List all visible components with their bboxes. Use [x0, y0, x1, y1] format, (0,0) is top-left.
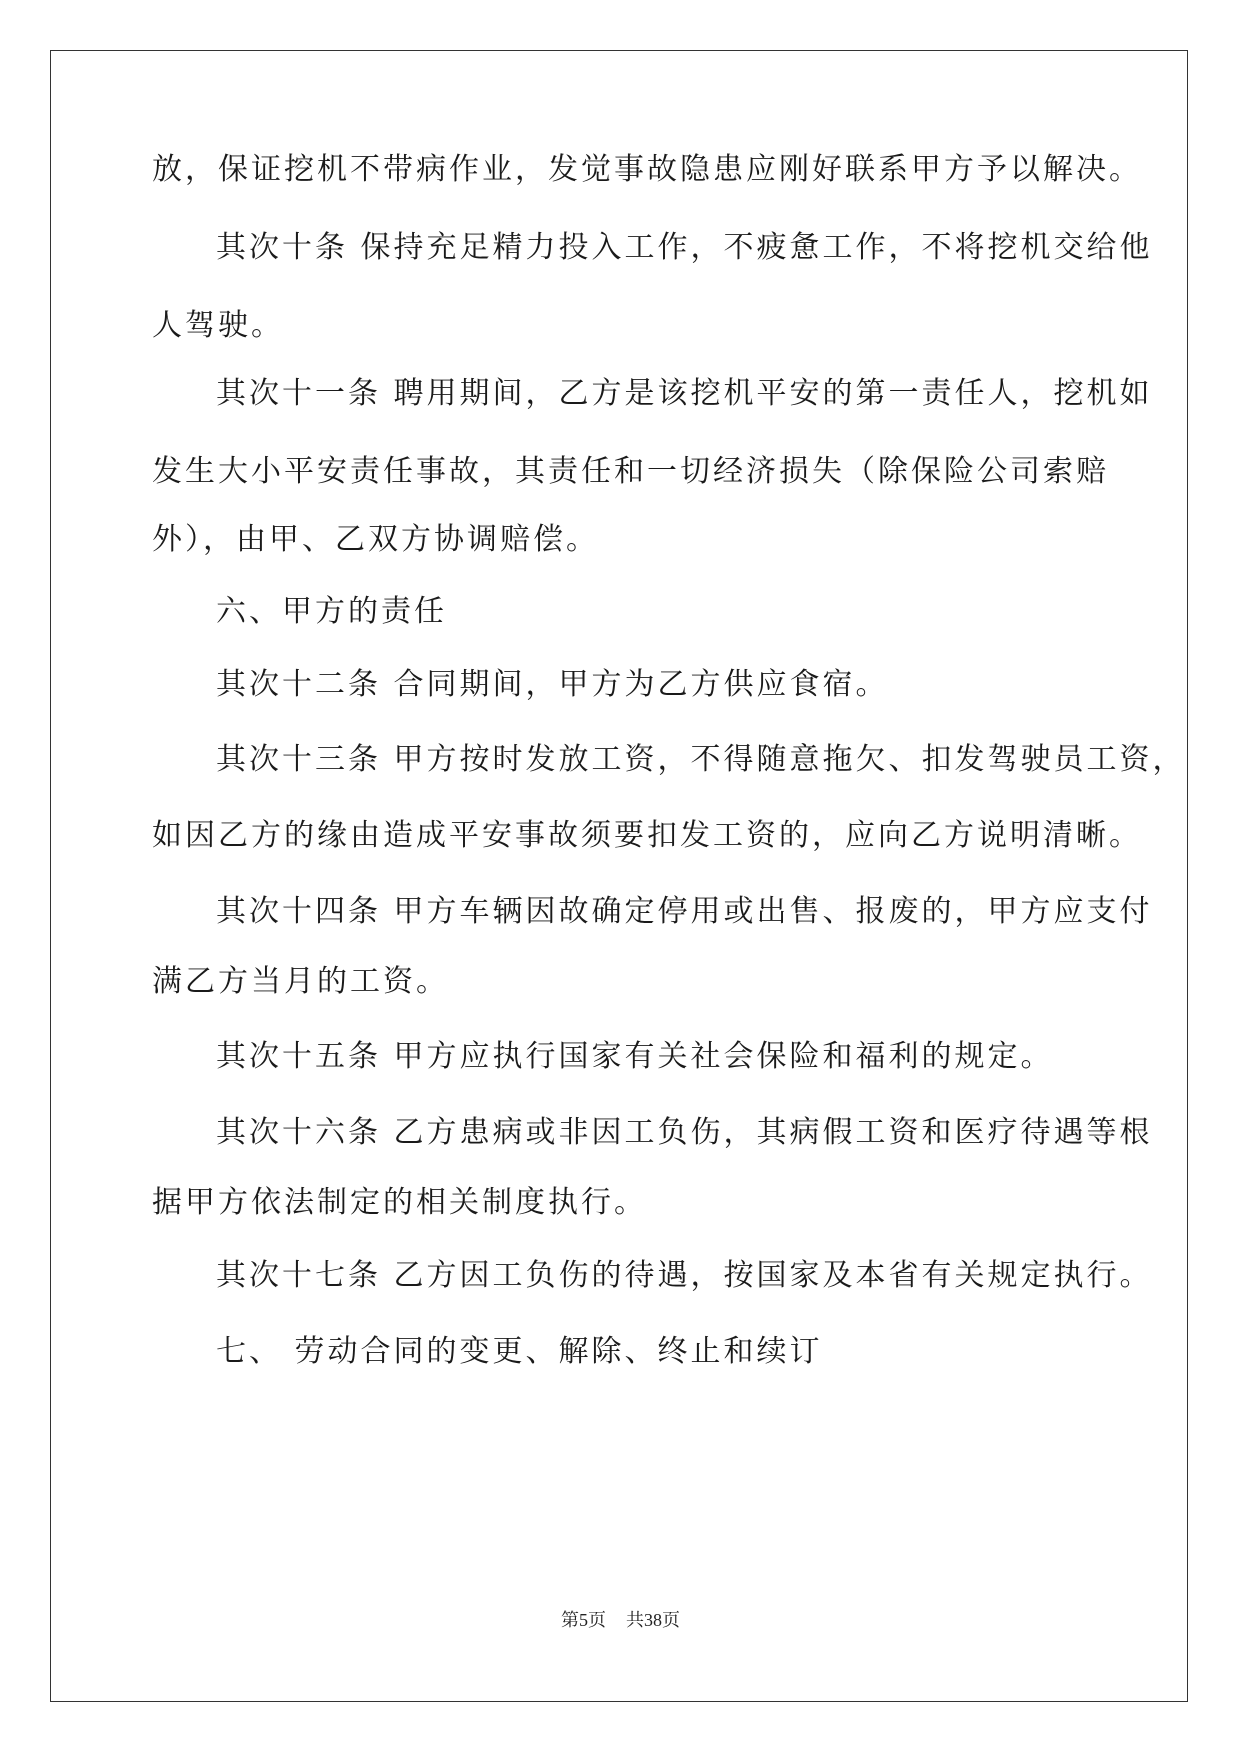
text-line: 满乙方当月的工资。: [152, 964, 449, 999]
text-line: 人驾驶。: [152, 308, 284, 343]
section-heading: 六、甲方的责任: [216, 594, 447, 629]
section-heading: 七、 劳动合同的变更、解除、终止和续订: [216, 1334, 823, 1369]
page-number: 第5页: [561, 1610, 606, 1630]
text-line: 其次十二条 合同期间，甲方为乙方供应食宿。: [216, 667, 889, 702]
page-total: 共38页: [626, 1610, 680, 1630]
text-line: 如因乙方的缘由造成平安事故须要扣发工资的，应向乙方说明清晰。: [152, 818, 1142, 853]
text-line: 其次十三条 甲方按时发放工资，不得随意拖欠、扣发驾驶员工资，: [216, 742, 1186, 777]
page-footer: [0, 1606, 1241, 1632]
text-line: 其次十条 保持充足精力投入工作，不疲惫工作，不将挖机交给他: [216, 230, 1153, 265]
text-line: 其次十六条 乙方患病或非因工负伤，其病假工资和医疗待遇等根: [216, 1115, 1153, 1150]
text-line: 其次十七条 乙方因工负伤的待遇，按国家及本省有关规定执行。: [216, 1258, 1153, 1293]
text-line: 放，保证挖机不带病作业，发觉事故隐患应刚好联系甲方予以解决。: [152, 152, 1142, 187]
text-line: 其次十五条 甲方应执行国家有关社会保险和福利的规定。: [216, 1039, 1054, 1074]
text-line: 据甲方依法制定的相关制度执行。: [152, 1185, 647, 1220]
page-border: [50, 50, 1188, 1702]
text-line: 发生大小平安责任事故，其责任和一切经济损失（除保险公司索赔: [152, 454, 1109, 489]
text-line: 其次十一条 聘用期间，乙方是该挖机平安的第一责任人，挖机如: [216, 376, 1153, 411]
text-line: 其次十四条 甲方车辆因故确定停用或出售、报废的，甲方应支付: [216, 894, 1153, 929]
text-line: 外），由甲、乙双方协调赔偿。: [152, 522, 599, 557]
